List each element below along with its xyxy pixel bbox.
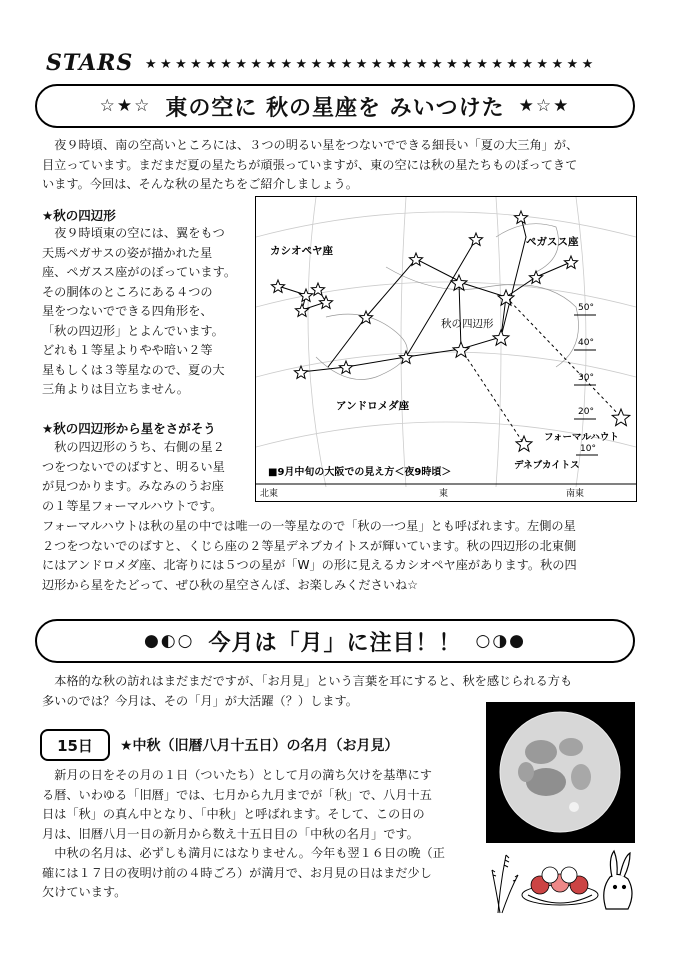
- intro-line: 夜９時頃、南の空高いところには、３つの明るい星をつないでできる細長い「夏の大三角」が、: [54, 138, 579, 152]
- otsukimi-illustration: [488, 845, 638, 915]
- star-search-heading: ★秋の四辺形から星をさがそう: [42, 421, 216, 436]
- text-line: 中秋の名月は、必ずしも満月にはなりません。今年も翌１６日の晩（正: [54, 846, 445, 860]
- direction-label: 東: [439, 489, 449, 499]
- text-line: が見つかります。みなみのうお座: [42, 479, 224, 493]
- text-line: その胴体のところにある４つの: [42, 284, 213, 299]
- altitude-label: 40°: [578, 338, 594, 348]
- autumn-square-heading: ★秋の四辺形: [42, 208, 116, 223]
- fomalhaut-paragraph: [42, 517, 654, 595]
- star-marker: [299, 289, 312, 301]
- label-andromeda: アンドロメダ座: [336, 400, 410, 412]
- text-line: 多いのでは？今月は、その「月」が大活躍（？）します。: [42, 693, 358, 708]
- star-marker: [564, 256, 577, 268]
- text-line: 星もしくは３等星なので、夏の大: [42, 362, 225, 377]
- date-badge: 15日: [40, 729, 110, 761]
- moon-image: [486, 702, 635, 843]
- chart-caption: ■9月中旬の大阪での見え方＜夜9時頃＞: [268, 467, 452, 478]
- newsletter-title: STARS: [46, 50, 134, 76]
- susuki-grass-icon: [492, 855, 518, 913]
- text-line: ２つをつないでのばすと、くじら座の２等星デネブカイトスが輝いています。秋の四辺形の北東側: [42, 538, 577, 553]
- star-marker: [514, 211, 527, 223]
- star-decoration-left: ☆★☆: [99, 96, 152, 116]
- direction-label: 北東: [260, 489, 279, 499]
- full-moon-photo: [486, 702, 635, 843]
- text-line: 天馬ペガサスの姿が描かれた星: [42, 245, 213, 260]
- section-banner-autumn-stars: [35, 84, 635, 128]
- section-heading: 東の空に 秋の星座を みいつけた: [165, 95, 505, 121]
- star-marker: [319, 296, 332, 308]
- event-title: ★中秋（旧暦八月十五日）の名月（お月見）: [120, 738, 399, 754]
- star-chart-drawing: [256, 197, 636, 501]
- text-line: 夜９時頃東の空には、翼をもつ: [54, 226, 225, 240]
- text-line: の１等星フォーマルハウトです。: [42, 498, 223, 513]
- direction-label: 南東: [566, 489, 585, 499]
- label-autumn-square: 秋の四辺形: [441, 318, 494, 330]
- text-line: 三角よりは目立ちません。: [42, 382, 189, 396]
- star-marker: [271, 280, 284, 292]
- star-marker: [529, 271, 542, 283]
- section-banner-moon: [35, 619, 635, 663]
- label-fomalhaut: フォーマルハウト: [544, 432, 619, 443]
- star-marker: [469, 233, 482, 245]
- text-line: る暦、いわゆる「旧暦」では、七月から九月までが「秋」で、八月十五: [42, 787, 432, 802]
- dango-plate-icon: [522, 867, 598, 905]
- text-line: 日は「秋」の真ん中となり、「中秋」と呼ばれます。そして、この日の: [42, 807, 425, 821]
- star-search-text: [42, 438, 252, 516]
- section-heading: 今月は「月」に注目！！: [208, 630, 462, 656]
- intro-line: 目立っています。まだまだ夏の星たちが頑張っていますが、東の空には秋の星たちものぼってきて: [42, 157, 578, 172]
- label-deneb-kaitos: デネブカイトス: [514, 460, 580, 471]
- text-line: 本格的な秋の訪れはまだまだですが、「お月見」という言葉を耳にすると、秋を感じられる方も: [54, 674, 573, 688]
- text-line: 月は、旧暦八月一日の新月から数え十五日目の「中秋の名月」です。: [42, 826, 419, 841]
- text-line: 辺形から星をたどって、ぜひ秋の星空さんぽ、お楽しみくださいね☆: [42, 577, 419, 592]
- text-line: 確には１７日の夜明け前の４時ごろ）が満月で、お月見の日はまだ少し: [42, 865, 432, 880]
- intro-paragraph: [42, 136, 652, 195]
- chart-labels: [268, 235, 619, 478]
- text-line: 座、ペガスス座がのぼっています。: [42, 265, 237, 279]
- text-line: 新月の日をその月の１日（ついたち）として月の満ち欠けを基準にす: [54, 768, 432, 782]
- text-line: つをつないでのばすと、明るい星: [42, 459, 225, 474]
- intro-line: います。今回は、そんな秋の星たちをご紹介しましょう。: [42, 177, 358, 191]
- star-border-decoration: ★★★★★★★★★★★★★★★★★★★★★★★★★★★★★★: [145, 57, 597, 72]
- star-marker: [516, 436, 532, 451]
- rabbit-icon: [604, 851, 632, 909]
- direction-labels: [260, 487, 584, 499]
- autumn-square-text: [42, 224, 252, 400]
- star-marker: [339, 361, 352, 373]
- star-decoration-right: ★☆★: [518, 96, 571, 116]
- label-pegasus: ペガスス座: [526, 236, 579, 248]
- star-marker: [295, 304, 308, 316]
- text-line: 欠けています。: [42, 885, 127, 899]
- altitude-label: 30°: [578, 373, 594, 383]
- moon-phase-decoration-right: ○◑●: [475, 631, 527, 651]
- text-line: 秋の四辺形のうち、右側の星２: [54, 440, 225, 454]
- text-line: フォーマルハウトは秋の星の中では唯一の一等星なので「秋の一つ星」とも呼ばれます。左側の星: [42, 519, 576, 533]
- star-marker: [612, 409, 630, 426]
- moon-body-text: [42, 766, 486, 903]
- star-marker: [453, 342, 469, 357]
- altitude-label: 10°: [580, 444, 596, 454]
- label-cassiopeia: カシオペヤ座: [270, 245, 333, 257]
- illustration-drawing: [488, 845, 638, 915]
- text-line: にはアンドロメダ座、北寄りには５つの星が「W」の形に見えるカシオペヤ座があります。秋の四: [42, 558, 577, 572]
- text-line: 「秋の四辺形」とよんでいます。: [42, 323, 224, 338]
- altitude-label: 20°: [578, 407, 594, 417]
- text-line: 星をつないでできる四角形を、: [42, 304, 213, 318]
- star-marker: [359, 311, 372, 323]
- altitude-label: 50°: [578, 303, 594, 313]
- moon-phase-decoration-left: ●◐○: [143, 631, 195, 651]
- star-chart: [255, 196, 637, 502]
- text-line: どれも１等星よりやや暗い２等: [42, 343, 213, 357]
- star-marker: [409, 253, 422, 265]
